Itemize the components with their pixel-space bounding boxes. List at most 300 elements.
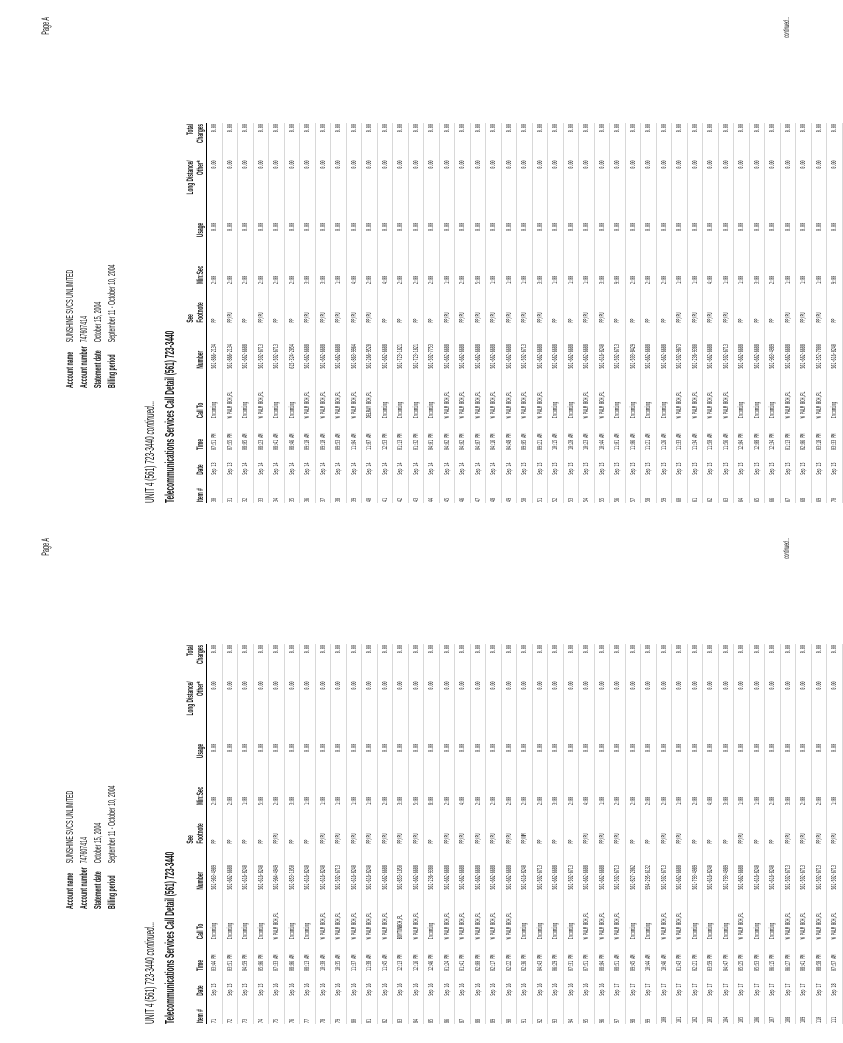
cell-usage: 0.00 [362, 743, 378, 771]
account-row [106, 261, 118, 388]
cell-footnote: PP [703, 806, 719, 845]
cell-minsec: 1:00 [517, 250, 533, 285]
account-row [106, 782, 118, 909]
cell-usage: 0.00 [579, 743, 595, 771]
header-item: Item # [195, 1009, 206, 1023]
cell-footnote: PP/PU [346, 285, 362, 324]
cell-other: 0.00 [346, 159, 362, 221]
cell-other: 0.00 [501, 159, 517, 221]
table-row [238, 644, 254, 1024]
table-row [796, 123, 812, 503]
cell-item: 52 [548, 476, 564, 503]
cell-other: 0.00 [393, 159, 409, 221]
cell-time: 11:01 AM [610, 419, 626, 451]
cell-other: 0.00 [548, 159, 564, 221]
cell-call-to: BOYTONBCH,FL [393, 891, 409, 941]
cell-other: 0.00 [238, 159, 254, 221]
cell-other: 0.00 [377, 680, 393, 742]
cell-other: 0.00 [796, 680, 812, 742]
table-row [548, 644, 564, 1024]
cell-footnote: PP [641, 285, 657, 324]
cell-number: 561-502-6713 [827, 845, 843, 891]
account-label: Account number [78, 867, 90, 909]
col-call-to [186, 370, 207, 420]
table-row [687, 123, 703, 503]
cell-footnote: PP/PU [579, 806, 595, 845]
cell-number: 561-662-6688 [656, 324, 672, 370]
cell-date: Sep 16 [532, 972, 548, 997]
table-row [687, 644, 703, 1024]
cell-footnote: PP/PU [656, 806, 672, 845]
cell-call-to: W PALM BCH,FL [579, 891, 595, 941]
cell-call-to: W PALM BCH,FL [470, 891, 486, 941]
cell-call-to: Incoming [687, 891, 703, 941]
cell-number: 561-616-8240 [238, 845, 254, 891]
cell-item: 88 [470, 997, 486, 1024]
cell-usage: 0.00 [579, 222, 595, 250]
cell-other: 0.00 [300, 159, 316, 221]
cell-minsec: 2:00 [610, 771, 626, 806]
cell-date: Sep 15 [517, 451, 533, 476]
cell-total: 0.00 [377, 644, 393, 680]
cell-item: 97 [610, 997, 626, 1024]
cell-number: 561-863-9964 [346, 324, 362, 370]
cell-number: 561-662-6688 [749, 324, 765, 370]
cell-number: 561-662-6688 [703, 324, 719, 370]
cell-usage: 0.00 [222, 743, 238, 771]
cell-date: Sep 14 [501, 451, 517, 476]
cell-usage: 0.00 [796, 743, 812, 771]
cell-usage: 0.00 [532, 222, 548, 250]
account-label: Statement date [92, 350, 104, 388]
cell-item: 30 [207, 476, 223, 503]
table-row [594, 123, 610, 503]
table-row [346, 644, 362, 1024]
cell-date: Sep 17 [703, 972, 719, 997]
cell-footnote: PP [548, 285, 564, 324]
cell-usage: 0.00 [703, 222, 719, 250]
table-row [672, 123, 688, 503]
cell-other: 0.00 [346, 680, 362, 742]
cell-footnote: PP [765, 806, 781, 845]
cell-date: Sep 15 [563, 451, 579, 476]
cell-number: 561-662-6688 [796, 324, 812, 370]
cell-total: 0.00 [579, 123, 595, 159]
cell-usage: 0.00 [610, 222, 626, 250]
cell-footnote: PP/PU [703, 285, 719, 324]
cell-other: 0.00 [222, 680, 238, 742]
cell-usage: 0.00 [377, 743, 393, 771]
cell-minsec: 1:00 [300, 771, 316, 806]
cell-usage: 0.00 [331, 743, 347, 771]
cell-item: 83 [393, 997, 409, 1024]
rotated-page [0, 0, 838, 520]
table-row [718, 123, 734, 503]
table-row [408, 644, 424, 1024]
cell-item: 103 [703, 997, 719, 1024]
table-row [486, 123, 502, 503]
cell-usage: 0.00 [222, 222, 238, 250]
cell-minsec: 3:00 [393, 771, 409, 806]
table-row [796, 644, 812, 1024]
cell-footnote: PP [377, 285, 393, 324]
cell-total: 0.00 [796, 123, 812, 159]
cell-footnote: PP [408, 285, 424, 324]
cell-date: Sep 16 [563, 972, 579, 997]
header-item: Item # [195, 488, 206, 502]
table-row [594, 644, 610, 1024]
cell-time: 05:25 PM [734, 940, 750, 972]
cell-minsec: 1:00 [687, 250, 703, 285]
cell-footnote: PP/PU [594, 285, 610, 324]
cell-usage: 0.00 [284, 743, 300, 771]
table-row [486, 644, 502, 1024]
cell-number: 561-662-6688 [377, 324, 393, 370]
cell-other: 0.00 [377, 159, 393, 221]
cell-call-to: W PALM BCH,FL [610, 891, 626, 941]
cell-call-to: Incoming [548, 370, 564, 420]
cell-minsec: 2:00 [238, 250, 254, 285]
cell-item: 34 [269, 476, 285, 503]
cell-footnote: PP/PU [610, 806, 626, 845]
cell-footnote: PP/PU [780, 806, 796, 845]
col-call-to [186, 891, 207, 941]
cell-usage: 0.00 [749, 743, 765, 771]
cell-number: 561-963-4989 [207, 845, 223, 891]
cell-time: 08:51 AM [610, 940, 626, 972]
cell-total: 0.00 [393, 123, 409, 159]
cell-call-to: Incoming [222, 891, 238, 941]
col-time [186, 419, 207, 451]
cell-number: 561-616-8240 [703, 845, 719, 891]
cell-date: Sep 13 [207, 451, 223, 476]
cell-minsec: 1:00 [734, 250, 750, 285]
call-detail-table [186, 644, 843, 1024]
cell-minsec: 3:00 [548, 771, 564, 806]
cell-footnote: PP/PU [393, 806, 409, 845]
cell-footnote: PP/PU [517, 285, 533, 324]
cell-number: 561-662-6688 [734, 324, 750, 370]
cell-minsec: 3:00 [284, 771, 300, 806]
cell-number: 561-662-6688 [548, 845, 564, 891]
cell-item: 107 [765, 997, 781, 1024]
cell-date: Sep 15 [780, 451, 796, 476]
cell-total: 0.00 [641, 123, 657, 159]
cell-total: 0.00 [656, 644, 672, 680]
cell-item: 108 [780, 997, 796, 1024]
cell-minsec: 2:00 [641, 771, 657, 806]
cell-date: Sep 16 [284, 972, 300, 997]
cell-minsec: 2:00 [486, 771, 502, 806]
cell-usage: 0.00 [331, 222, 347, 250]
table-header-row [186, 644, 207, 1024]
section-title: Telecommunications Services Call Detail (561) 723-3440 [162, 330, 177, 503]
account-value: October 15, 2004 [92, 301, 104, 343]
cell-call-to: W PALM BCH,FL [331, 370, 347, 420]
cell-footnote: PP [827, 285, 843, 324]
cell-usage: 0.00 [269, 743, 285, 771]
cell-other: 0.00 [625, 680, 641, 742]
cell-date: Sep 16 [439, 972, 455, 997]
cell-call-to: Incoming [703, 891, 719, 941]
cell-other: 0.00 [687, 159, 703, 221]
table-row [362, 123, 378, 503]
cell-total: 0.00 [470, 123, 486, 159]
cell-footnote: PP [284, 285, 300, 324]
cell-time: 03:33 PM [827, 419, 843, 451]
cell-footnote: PP/PU [362, 806, 378, 845]
cell-item: 39 [346, 476, 362, 503]
cell-date: Sep 15 [687, 451, 703, 476]
table-row [780, 644, 796, 1024]
cell-item: 43 [408, 476, 424, 503]
cell-number: 561-616-8240 [253, 845, 269, 891]
cell-footnote: PP/PU [501, 806, 517, 845]
cell-minsec: 1:00 [672, 250, 688, 285]
cell-footnote: PP/NM [517, 806, 533, 845]
header-other: Other* [195, 681, 206, 696]
cell-number: 561-502-6713 [532, 845, 548, 891]
cell-number: 561-662-6688 [439, 324, 455, 370]
cell-other: 0.00 [300, 680, 316, 742]
cell-usage: 0.00 [393, 222, 409, 250]
continued-note: continued... [782, 17, 791, 38]
cell-date: Sep 17 [610, 972, 626, 997]
cell-total: 0.00 [703, 123, 719, 159]
cell-number: 561-616-8240 [315, 845, 331, 891]
cell-item: 77 [300, 997, 316, 1024]
cell-minsec: 4:00 [455, 771, 471, 806]
cell-call-to: Incoming [532, 891, 548, 941]
cell-call-to: Incoming [284, 891, 300, 941]
cell-time: 08:06 AM [284, 940, 300, 972]
cell-date: Sep 16 [424, 972, 440, 997]
col-number [186, 324, 207, 370]
cell-time: 07:55 PM [222, 419, 238, 451]
cell-other: 0.00 [439, 680, 455, 742]
table-row [703, 644, 719, 1024]
cell-footnote: PP/PU [796, 806, 812, 845]
cell-item: 53 [563, 476, 579, 503]
header-total: Total [185, 645, 196, 656]
cell-minsec: 1:00 [811, 250, 827, 285]
table-row [331, 123, 347, 503]
cell-time: 11:26 AM [656, 419, 672, 451]
cell-time: 01:32 PM [408, 419, 424, 451]
cell-other: 0.00 [563, 680, 579, 742]
cell-call-to: Incoming [238, 891, 254, 941]
cell-minsec: 2:00 [765, 250, 781, 285]
cell-minsec: 3:00 [300, 250, 316, 285]
page-label: Page A [40, 538, 52, 556]
unit-heading [142, 922, 157, 1024]
cell-total: 0.00 [222, 644, 238, 680]
cell-usage: 0.00 [780, 222, 796, 250]
cell-usage: 0.00 [362, 222, 378, 250]
table-row [703, 123, 719, 503]
cell-number: 561-853-1050 [393, 845, 409, 891]
page-label: Page A [40, 17, 52, 35]
cell-time: 01:41 PM [455, 940, 471, 972]
cell-time: 09:10 AM [315, 419, 331, 451]
cell-number: 561-616-8240 [300, 845, 316, 891]
cell-call-to: W PALM BCH,FL [501, 370, 517, 420]
cell-call-to: W PALM BCH,FL [517, 370, 533, 420]
cell-footnote: PP/PU [594, 806, 610, 845]
cell-date: Sep 16 [594, 972, 610, 997]
cell-footnote: PP [749, 285, 765, 324]
cell-time: 11:07 AM [362, 419, 378, 451]
cell-minsec: 4:00 [579, 771, 595, 806]
cell-item: 49 [501, 476, 517, 503]
account-row [92, 782, 104, 909]
cell-item: 66 [765, 476, 781, 503]
cell-item: 98 [625, 997, 641, 1024]
cell-other: 0.00 [238, 680, 254, 742]
unit-line: UNIT 4 (561) 723-3440 [142, 957, 157, 1024]
header-footnote: Footnote [195, 302, 206, 323]
cell-other: 0.00 [548, 680, 564, 742]
cell-item: 90 [501, 997, 517, 1024]
cell-minsec: 9:00 [827, 250, 843, 285]
cell-usage: 0.00 [470, 222, 486, 250]
cell-call-to: Incoming [610, 370, 626, 420]
cell-call-to: Incoming [207, 891, 223, 941]
cell-footnote: PP [222, 806, 238, 845]
cell-usage: 0.00 [253, 743, 269, 771]
cell-item: 85 [424, 997, 440, 1024]
table-row [424, 644, 440, 1024]
cell-time: 08:41 PM [796, 940, 812, 972]
cell-minsec: 1:00 [501, 250, 517, 285]
cell-footnote: PP [284, 806, 300, 845]
cell-usage: 0.00 [594, 222, 610, 250]
cell-date: Sep 15 [625, 451, 641, 476]
table-row [269, 644, 285, 1024]
cell-minsec: 1:00 [749, 771, 765, 806]
cell-item: 65 [749, 476, 765, 503]
cell-total: 0.00 [207, 123, 223, 159]
cell-date: Sep 15 [827, 451, 843, 476]
cell-date: Sep 18 [827, 972, 843, 997]
cell-minsec: 2:00 [625, 250, 641, 285]
cell-total: 0.00 [532, 123, 548, 159]
table-row [827, 644, 843, 1024]
cell-date: Sep 15 [207, 972, 223, 997]
cell-call-to: W PALM BCH,FL [331, 891, 347, 941]
cell-total: 0.00 [501, 123, 517, 159]
cell-date: Sep 14 [238, 451, 254, 476]
cell-date: Sep 15 [811, 451, 827, 476]
unit-line: UNIT 4 (561) 723-3440 [142, 436, 157, 503]
cell-date: Sep 15 [610, 451, 626, 476]
cell-total: 0.00 [486, 644, 502, 680]
cell-footnote: PP [207, 285, 223, 324]
cell-minsec: 2:00 [563, 771, 579, 806]
cell-item: 61 [687, 476, 703, 503]
cell-number: 561-662-6688 [300, 324, 316, 370]
cell-time: 09:45 AM [625, 940, 641, 972]
cell-time: 07:33 AM [269, 940, 285, 972]
cell-call-to: Incoming [300, 891, 316, 941]
cell-number: 561-662-6688 [501, 324, 517, 370]
cell-date: Sep 16 [315, 972, 331, 997]
cell-minsec: 2:00 [687, 771, 703, 806]
cell-number: 561-502-6713 [269, 324, 285, 370]
cell-minsec: 4:00 [703, 771, 719, 806]
cell-call-to: W PALM BCH,FL [222, 370, 238, 420]
table-row [331, 644, 347, 1024]
table-row [377, 644, 393, 1024]
cell-date: Sep 16 [362, 972, 378, 997]
account-row [78, 782, 90, 909]
cell-item: 37 [315, 476, 331, 503]
cell-time: 06:29 PM [548, 940, 564, 972]
cell-number: 561-662-6688 [734, 845, 750, 891]
table-row [377, 123, 393, 503]
table-row [765, 644, 781, 1024]
table-row [284, 644, 300, 1024]
cell-usage: 0.00 [517, 222, 533, 250]
cell-usage: 0.00 [238, 743, 254, 771]
cell-usage: 0.00 [703, 743, 719, 771]
cell-usage: 0.00 [439, 743, 455, 771]
cell-other: 0.00 [718, 159, 734, 221]
col-number [186, 845, 207, 891]
cell-minsec: 1:00 [331, 250, 347, 285]
cell-minsec: 2:00 [269, 250, 285, 285]
cell-date: Sep 17 [811, 972, 827, 997]
cell-call-to: Incoming [517, 891, 533, 941]
cell-total: 0.00 [315, 123, 331, 159]
table-row [641, 644, 657, 1024]
cell-total: 0.00 [641, 644, 657, 680]
cell-call-to: Incoming [238, 370, 254, 420]
cell-total: 0.00 [548, 644, 564, 680]
cell-minsec: 1:00 [718, 250, 734, 285]
cell-other: 0.00 [625, 159, 641, 221]
cell-time: 03:44 PM [207, 940, 223, 972]
cell-call-to: Incoming [718, 891, 734, 941]
cell-total: 0.00 [439, 644, 455, 680]
cell-footnote: PP [563, 285, 579, 324]
cell-date: Sep 16 [393, 972, 409, 997]
cell-time: 01:43 PM [672, 940, 688, 972]
cell-date: Sep 16 [346, 972, 362, 997]
cell-total: 0.00 [827, 644, 843, 680]
cell-date: Sep 16 [377, 972, 393, 997]
account-label: Billing period [106, 354, 118, 388]
cell-date: Sep 14 [362, 451, 378, 476]
cell-other: 0.00 [207, 680, 223, 742]
cell-item: 96 [594, 997, 610, 1024]
cell-item: 47 [470, 476, 486, 503]
cell-minsec: 2:00 [377, 771, 393, 806]
cell-item: 76 [284, 997, 300, 1024]
cell-number: 561-662-6688 [641, 324, 657, 370]
cell-call-to: Incoming [625, 370, 641, 420]
table-row [718, 644, 734, 1024]
cell-item: 75 [269, 997, 285, 1024]
cell-footnote: PP [207, 806, 223, 845]
cell-footnote: PP/PU [811, 806, 827, 845]
cell-date: Sep 16 [517, 972, 533, 997]
cell-number: 561-866-2134 [222, 324, 238, 370]
statement-page-top [0, 0, 838, 520]
cell-minsec: 1:00 [548, 250, 564, 285]
cell-footnote: PP/PU [796, 285, 812, 324]
cell-other: 0.00 [393, 680, 409, 742]
